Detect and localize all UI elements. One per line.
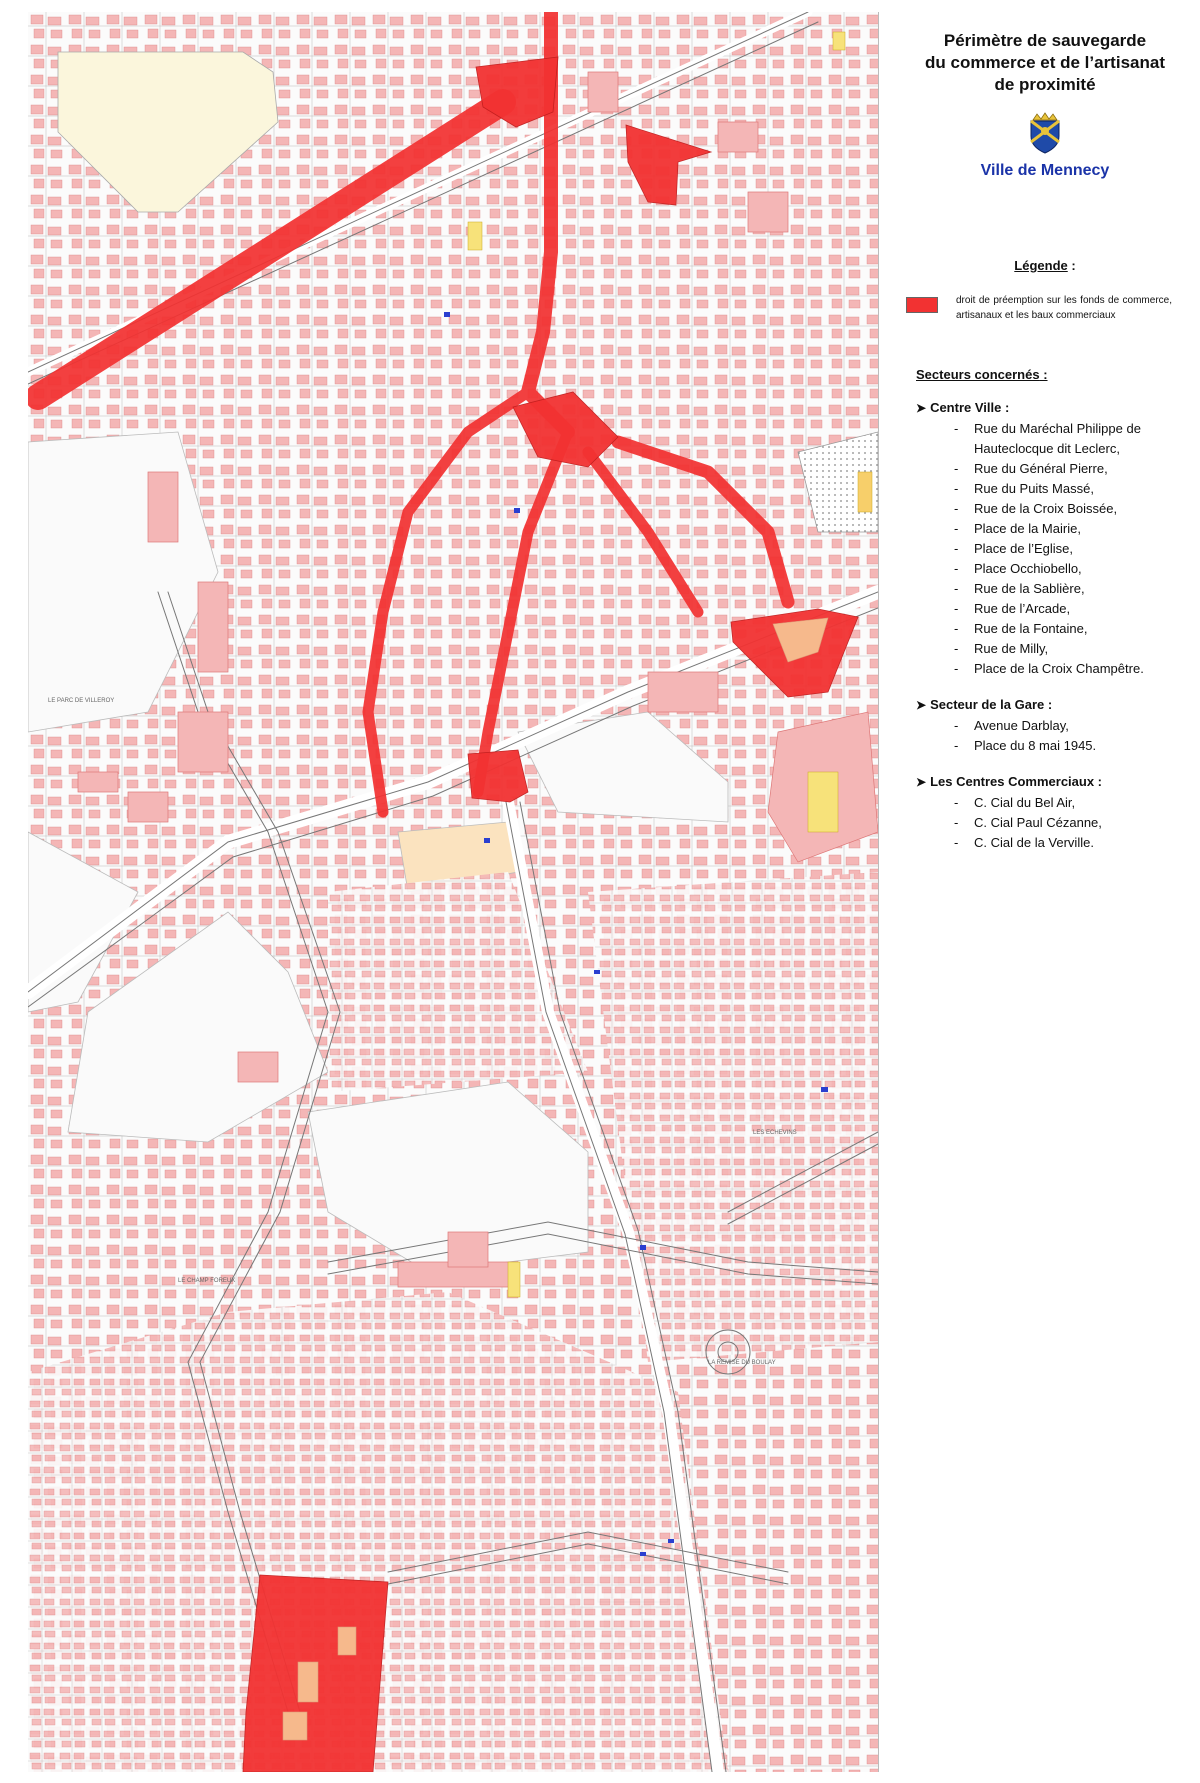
sector-group-name: Secteur de la Gare :	[930, 697, 1053, 712]
sector-street-item: - Rue de la Sablière,	[954, 579, 1190, 599]
sector-group-heading	[916, 697, 1190, 712]
sector-street-item: - Place de la Croix Champêtre.	[954, 659, 1190, 679]
legend-heading-suffix: :	[1067, 258, 1076, 273]
city-name: Ville de Mennecy	[980, 162, 1110, 179]
sector-street-item: - C. Cial du Bel Air,	[954, 793, 1190, 813]
sector-street-item: - Rue du Général Pierre,	[954, 459, 1190, 479]
arrow-bullet-icon: ➤	[916, 775, 927, 789]
sector-group	[916, 400, 1190, 679]
sector-group	[916, 774, 1190, 853]
legend-title	[900, 258, 1190, 273]
info-panel	[900, 30, 1190, 853]
sectors-heading: Secteurs concernés	[916, 367, 1040, 382]
sector-street-item: - Avenue Darblay,	[954, 716, 1190, 736]
legend-swatch-red	[906, 297, 938, 313]
sector-street-item: - Rue du Puits Massé,	[954, 479, 1190, 499]
legend-description: droit de préemption sur les fonds de commerce, artisanaux et les baux commerciaux	[956, 295, 1172, 321]
sector-group-heading	[916, 400, 1190, 415]
red-gare-place	[468, 750, 528, 802]
mall-building	[298, 1662, 318, 1702]
sector-groups	[900, 400, 1190, 853]
sector-street-item: - Place du 8 mai 1945.	[954, 736, 1190, 756]
map-canvas	[28, 12, 878, 1772]
legend-entry	[900, 293, 1190, 323]
city-crest-icon	[1027, 112, 1063, 154]
sectors-title	[916, 367, 1190, 382]
map-title-line-1: Périmètre de sauvegarde	[943, 31, 1147, 50]
sector-street-item: - Place de la Mairie,	[954, 519, 1190, 539]
sector-group	[916, 697, 1190, 756]
sector-street-list	[954, 419, 1190, 679]
arrow-bullet-icon: ➤	[916, 401, 927, 415]
sector-street-item: - C. Cial de la Verville.	[954, 833, 1190, 853]
map-label-champ-foreux: LE CHAMP FOREUX	[178, 1278, 236, 1284]
sector-street-item: - Place Occhiobello,	[954, 559, 1190, 579]
map-label-remise-boulay: LA REMISE DU BOULAY	[708, 1360, 776, 1366]
map-label-parc-villeroy: LE PARC DE VILLEROY	[48, 698, 115, 704]
sector-group-name: Centre Ville :	[930, 400, 1010, 415]
sector-street-item: - Rue de l’Arcade,	[954, 599, 1190, 619]
sector-street-item: - Rue de Milly,	[954, 639, 1190, 659]
sector-street-list	[954, 793, 1190, 853]
sector-street-list	[954, 716, 1190, 756]
cadastral-map[interactable]	[28, 12, 879, 1772]
sector-street-item: - Rue du Maréchal Philippe de Hauteclocque dit Leclerc,	[954, 419, 1190, 459]
sector-street-item: - Rue de la Croix Boissée,	[954, 499, 1190, 519]
map-title-line-2: du commerce et de l’artisanat	[925, 53, 1165, 72]
mall-building	[283, 1712, 307, 1740]
sector-street-item: - Rue de la Fontaine,	[954, 619, 1190, 639]
map-title-line-3: de proximité	[994, 75, 1096, 94]
map-label-echevins: LES ECHEVINS	[753, 1130, 797, 1136]
legend-heading: Légende	[1014, 258, 1068, 273]
arrow-bullet-icon: ➤	[916, 698, 927, 712]
mall-building	[338, 1627, 356, 1655]
sector-group-heading	[916, 774, 1190, 789]
sector-group-name: Les Centres Commerciaux :	[930, 774, 1103, 789]
sector-street-item: - Place de l’Eglise,	[954, 539, 1190, 559]
sector-street-item: - C. Cial Paul Cézanne,	[954, 813, 1190, 833]
sectors-heading-suffix: :	[1039, 367, 1048, 382]
